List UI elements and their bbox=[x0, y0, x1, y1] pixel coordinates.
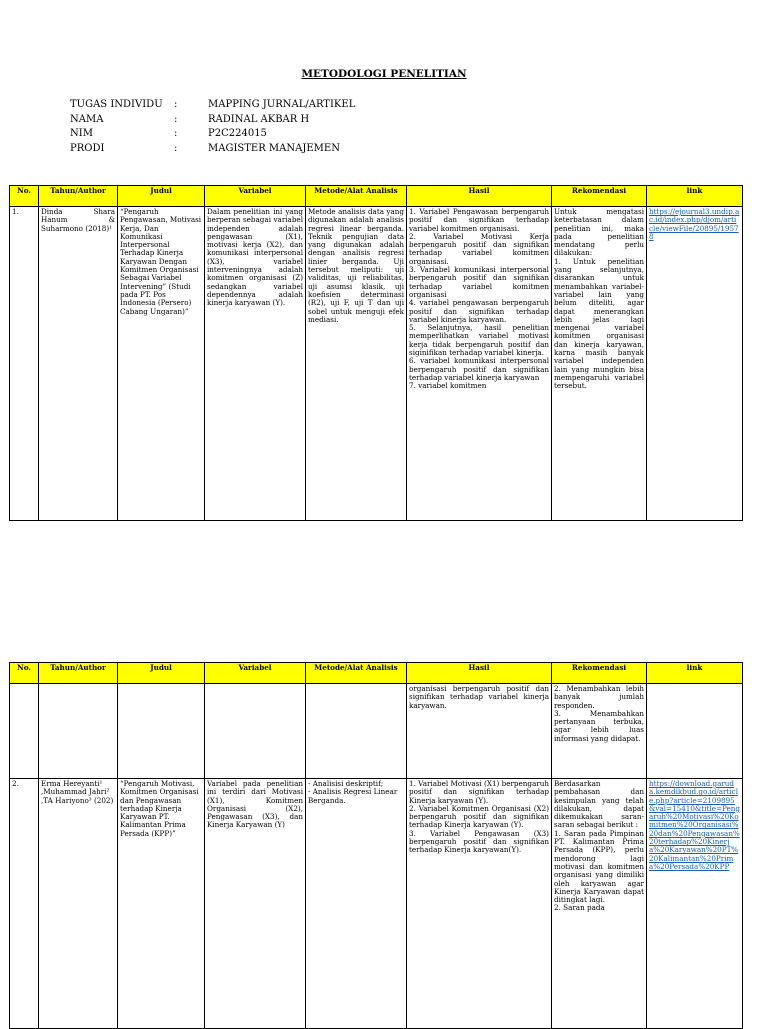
journal-link[interactable]: https://download.garuda.kemdikbud.go.id/article.php?article=2109895&val=15410&title=Pengaruh%20Motivasi%20Komitmen%20Organisasi%20dan%20Pengawasan%20terhadap%20Kinerja%20Karyawan%20PT%20Kalimantan%20Prima%20Persada%20KPP bbox=[649, 779, 740, 871]
cell-link bbox=[647, 207, 743, 521]
cell-author: Dinda Shara Hanum & Suharmono (2018)¹ bbox=[39, 207, 118, 521]
info-row-prodi: PRODI : MAGISTER MANAJEMEN bbox=[70, 143, 340, 155]
header-hasil: Hasil bbox=[407, 186, 552, 207]
journal-table-page-2 bbox=[9, 662, 743, 1029]
cell-hasil: 1. Variabel Pengawasan berpengaruh positif dan signifikan terhadap variabel komitmen organisasi. 2. Variabel Motivasi Kerja berpengaruh positif dan signifikan terhadap variabel komitmen organisasi. 3. Variabel komunikasi interpersonal berpengaruh positif dan signifikan terhadap variabel komitmen organisasi 4. variabel pengawasan berpengaruh positif dan signifikan terhadap variabel kinerja karyawan. 5. Selanjutnya, hasil penelitian memperlihatkan variabel motivasi kerja tidak berpengaruh positif dan siginifikan terhadap variabel kinerja. 6. variabel komunikasi interpersonal berpengaruh positif dan signifikan terhadap variabel kinerja karyawan 7. variabel komitmen bbox=[407, 207, 552, 521]
table-row bbox=[10, 779, 743, 1029]
cell-metode: - Analisisi deskriptif; - Analisis Regresi Linear Berganda. bbox=[306, 779, 407, 1029]
header-link: link bbox=[647, 663, 743, 684]
info-row-nim: NIM : P2C224015 bbox=[70, 128, 267, 140]
student-info bbox=[70, 98, 355, 157]
header-no: No. bbox=[10, 186, 39, 207]
info-row-name: NAMA : RADINAL AKBAR H bbox=[70, 113, 310, 125]
table-row bbox=[10, 207, 743, 521]
journal-link[interactable]: https://ejournal3.undip.ac.id/index.php/djom/article/viewFile/20895/19578 bbox=[649, 207, 740, 241]
header-link: link bbox=[647, 186, 743, 207]
header-metode: Metode/Alat Analisis bbox=[306, 663, 407, 684]
header-judul: Judul bbox=[118, 186, 205, 207]
header-rekomendasi: Rekomendasi bbox=[552, 186, 647, 207]
cell-rekomendasi: Untuk mengatasi keterbatasan dalam penelitian ini, maka pada penelitian mendatang perlu dilakukan: 1. Untuk penelitian yang selanjutnya, disarankan untuk menambahkan variabel-variabel lain yang belum diteliti, agar dapat menerangkan lebih jelas lagi mengenai variabel komitmen organisasi dan kinerja karyawan, karna masih banyak variabel independen lain yang mungkin bisa mempengaruhi variabel tersebut. bbox=[552, 207, 647, 521]
cell-rekomendasi: 2. Menambahkan lebih banyak jumlah responden. 3. Menambahkan pertanyaan terbuka, agar lebih luas informasi yang didapat. bbox=[552, 684, 647, 779]
table-row-continued bbox=[10, 684, 743, 779]
cell-no: 2. bbox=[10, 779, 39, 1029]
cell-no: 1. bbox=[10, 207, 39, 521]
journal-table-page-1 bbox=[9, 185, 743, 521]
table-header-row bbox=[10, 186, 743, 207]
header-rekomendasi: Rekomendasi bbox=[552, 663, 647, 684]
cell-hasil: organisasi berpengaruh positif dan signifikan terhadap variabel kinerja karyawan. bbox=[407, 684, 552, 779]
header-no: No. bbox=[10, 663, 39, 684]
cell-judul: “Pengaruh Motivasi, Komitmen Organisasi dan Pengawasan terhadap Kinerja Karyawan PT. Kalimantan Prima Persada (KPP)” bbox=[118, 779, 205, 1029]
header-author: Tahun/Author bbox=[39, 663, 118, 684]
cell-link bbox=[647, 779, 743, 1029]
cell-judul: “Pengaruh Pengawasan, Motivasi Kerja, Dan Komunikasi Interpersonal Terhadap Kinerja Karyawan Dengan Komitmen Organisasi Sebagai Variabel Intervening” (Studi pada PT. Pos Indonesia (Persero) Cabang Ungaran)” bbox=[118, 207, 205, 521]
cell-variabel: Dalam penelitian ini yang berperan sebagai variabel independen adalah pengawasan (X1), motivasi kerja (X2), dan komunikasi interpersonal (X3), variabel interveningnya adalah komitmen organisasi (Z) sedangkan variabel dependennya adalah kinerja karyawan (Y). bbox=[205, 207, 306, 521]
header-hasil: Hasil bbox=[407, 663, 552, 684]
header-variabel: Variabel bbox=[205, 663, 306, 684]
header-metode: Metode/Alat Analisis bbox=[306, 186, 407, 207]
cell-variabel: Variabel pada penelitian ini terdiri dari Motivasi (X1), Komitmen Organisasi (X2), Pengawasan (X3), dan Kinerja Karyawan (Y) bbox=[205, 779, 306, 1029]
page-title: METODOLOGI PENELITIAN bbox=[301, 68, 467, 80]
cell-rekomendasi: Berdasarkan pembahasan dan kesimpulan yang telah dilakukan, dapat dikemukakan saran-saran sebagai berikut : 1. Saran pada Pimpinan PT. Kalimantan Prima Persada (KPP), perlu mendorong lagi motivasi dan komitmen organisasi yang dimiliki oleh karyawan agar Kinerja Karyawan dapat ditingkat lagi. 2. Saran pada bbox=[552, 779, 647, 1029]
header-judul: Judul bbox=[118, 663, 205, 684]
cell-metode: Metode analisis data yang digunakan adalah analisis regresi linear berganda. Teknik pengujian data yang digunakan adalah dengan analisis regresi linier berganda. Uji tersebut meliputi: uji validitas, uji reliabilitas, uji asumsi klasik, uji koefisien determinasi (R2), uji F, uji T dan uji sobel untuk menguji efek mediasi. bbox=[306, 207, 407, 521]
info-row-task: TUGAS INDIVIDU : MAPPING JURNAL/ARTIKEL bbox=[70, 99, 356, 110]
cell-author: Erma Hereyanti¹ ,Muhammad Jahri² ,TA Hariyono³ (202) bbox=[39, 779, 118, 1029]
cell-hasil: 1. Variabel Motivasi (X1) berpengaruh positif dan signifikan terhadap Kinerja karyawan (Y). 2. Variabel Komitmen Organisasi (X2) berpengaruh positif dan signifikan terhadap Kinerja karyawan (Y). 3. Variabel Pengawasan (X3) berpengaruh positif dan signifikan terhadap Kinerja karyawan(Y). bbox=[407, 779, 552, 1029]
header-author: Tahun/Author bbox=[39, 186, 118, 207]
table-header-row bbox=[10, 663, 743, 684]
header-variabel: Variabel bbox=[205, 186, 306, 207]
